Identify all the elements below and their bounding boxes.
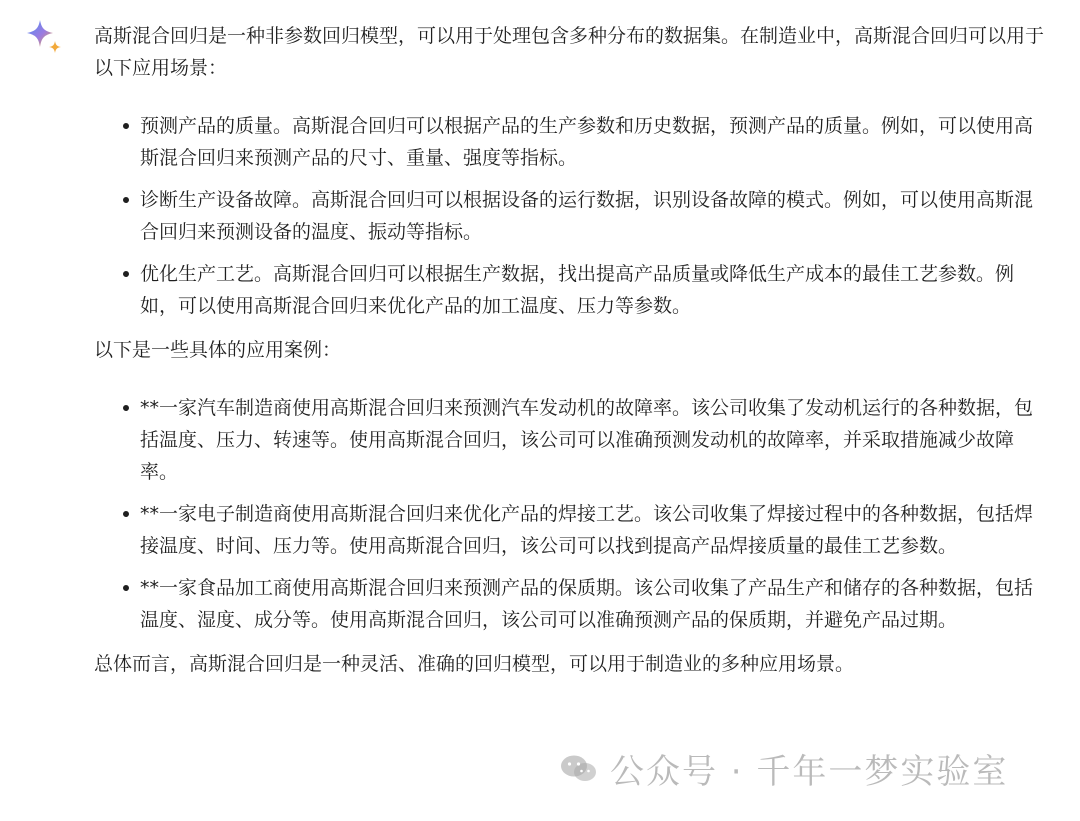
watermark (560, 744, 1008, 792)
list-item: **一家汽车制造商使用高斯混合回归来预测汽车发动机的故障率。该公司收集了发动机运行的各种数据，包括温度、压力、转速等。使用高斯混合回归，该公司可以准确预测发动机的故障率，并采取措施减少故障率。 (140, 392, 1044, 488)
wechat-icon (560, 753, 598, 783)
list-item: **一家食品加工商使用高斯混合回归来预测产品的保质期。该公司收集了产品生产和储存的各种数据，包括温度、湿度、成分等。使用高斯混合回归，该公司可以准确预测产品的保质期，并避免产品过期。 (140, 572, 1044, 636)
list-item: 预测产品的质量。高斯混合回归可以根据产品的生产参数和历史数据，预测产品的质量。例如，可以使用高斯混合回归来预测产品的尺寸、重量、强度等指标。 (140, 110, 1044, 174)
assistant-response (94, 20, 1044, 680)
applications-list (94, 110, 1044, 322)
assistant-sparkle-icon (24, 18, 64, 58)
watermark-text: 公众号 · 千年一梦实验室 (610, 751, 1009, 792)
cases-list (94, 392, 1044, 636)
list-item: 优化生产工艺。高斯混合回归可以根据生产数据，找出提高产品质量或降低生产成本的最佳工艺参数。例如，可以使用高斯混合回归来优化产品的加工温度、压力等参数。 (140, 258, 1044, 322)
response-intro: 高斯混合回归是一种非参数回归模型，可以用于处理包含多种分布的数据集。在制造业中，高斯混合回归可以用于以下应用场景： (94, 25, 1045, 79)
cases-lead: 以下是一些具体的应用案例： (94, 339, 342, 361)
list-item: 诊断生产设备故障。高斯混合回归可以根据设备的运行数据，识别设备故障的模式。例如，可以使用高斯混合回归来预测设备的温度、振动等指标。 (140, 184, 1044, 248)
list-item: **一家电子制造商使用高斯混合回归来优化产品的焊接工艺。该公司收集了焊接过程中的各种数据，包括焊接温度、时间、压力等。使用高斯混合回归，该公司可以找到提高产品焊接质量的最佳工艺参数。 (140, 498, 1044, 562)
response-closing: 总体而言，高斯混合回归是一种灵活、准确的回归模型，可以用于制造业的多种应用场景。 (94, 653, 855, 675)
